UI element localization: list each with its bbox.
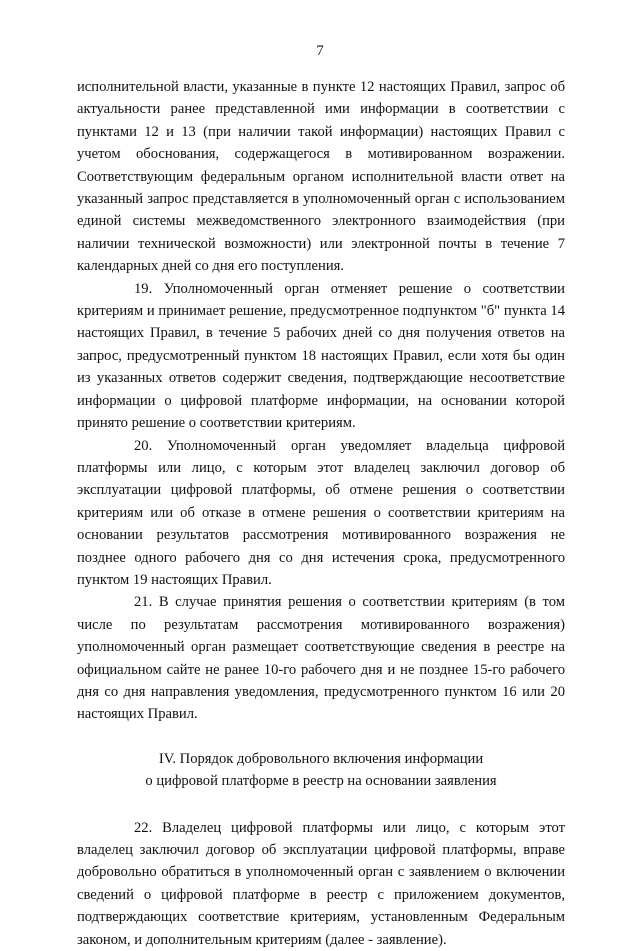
section-heading-line-1: IV. Порядок добровольного включения информации (158, 750, 484, 767)
page-number: 7 (316, 43, 324, 59)
document-body (77, 76, 565, 951)
paragraph-18-continuation: исполнительной власти, указанные в пункте 12 настоящих Правил, запрос об актуальности ранее представленной ими информации в соответствии с пунктами 12 и 13 (при наличии такой информации) настоящих Правил с учетом обоснования, содержащегося в мотивированном возражении. Соответствующим федеральным органом исполнительной власти ответ на указанный запрос представляется в уполномоченный орган с использованием единой системы межведомственного электронного взаимодействия (при наличии технической возможности) или электронной почты в течение 7 календарных дней со дня его поступления. (77, 79, 565, 275)
paragraph-22: 22. Владелец цифровой платформы или лицо, с которым этот владелец заключил договор об эксплуатации цифровой платформы, вправе добровольно обратиться в уполномоченный орган с заявлением о включении сведений о цифровой платформе в реестр с приложением документов, подтверждающих соответствие критериям, установленным Федеральным законом, и дополнительным критериям (далее - заявление). (77, 819, 565, 948)
section-heading (77, 748, 565, 793)
section-heading-line-2: о цифровой платформе в реестр на основании заявления (145, 773, 497, 790)
paragraph-21: 21. В случае принятия решения о соответствии критериям (в том числе по результатам рассмотрения мотивированного возражения) уполномоченный орган размещает соответствующие сведения в реестре на официальном сайте не ранее 10-го рабочего дня и не позднее 15-го рабочего дня со дня направления уведомления, предусмотренного пунктом 16 или 20 настоящих Правил. (77, 594, 565, 723)
paragraph-20: 20. Уполномоченный орган уведомляет владельца цифровой платформы или лицо, с которым этот владелец заключил договор об эксплуатации цифровой платформы, об отмене решения о соответствии критериям или об отказе в отмене решения о соответствии критериям на основании результатов рассмотрения мотивированного возражения не позднее одного рабочего дня со дня истечения срока, предусмотренного пунктом 19 настоящих Правил. (77, 437, 565, 588)
paragraph-19: 19. Уполномоченный орган отменяет решение о соответствии критериям и принимает решение, предусмотренное подпунктом "б" пункта 14 настоящих Правил, в течение 5 рабочих дней со дня получения ответов на запрос, предусмотренный пунктом 18 настоящих Правил, если хотя бы один из указанных ответов содержит сведения, подтверждающие несоответствие информации о цифровой платформе информации, на основании которой принято решение о соответствии критериям. (77, 280, 565, 432)
